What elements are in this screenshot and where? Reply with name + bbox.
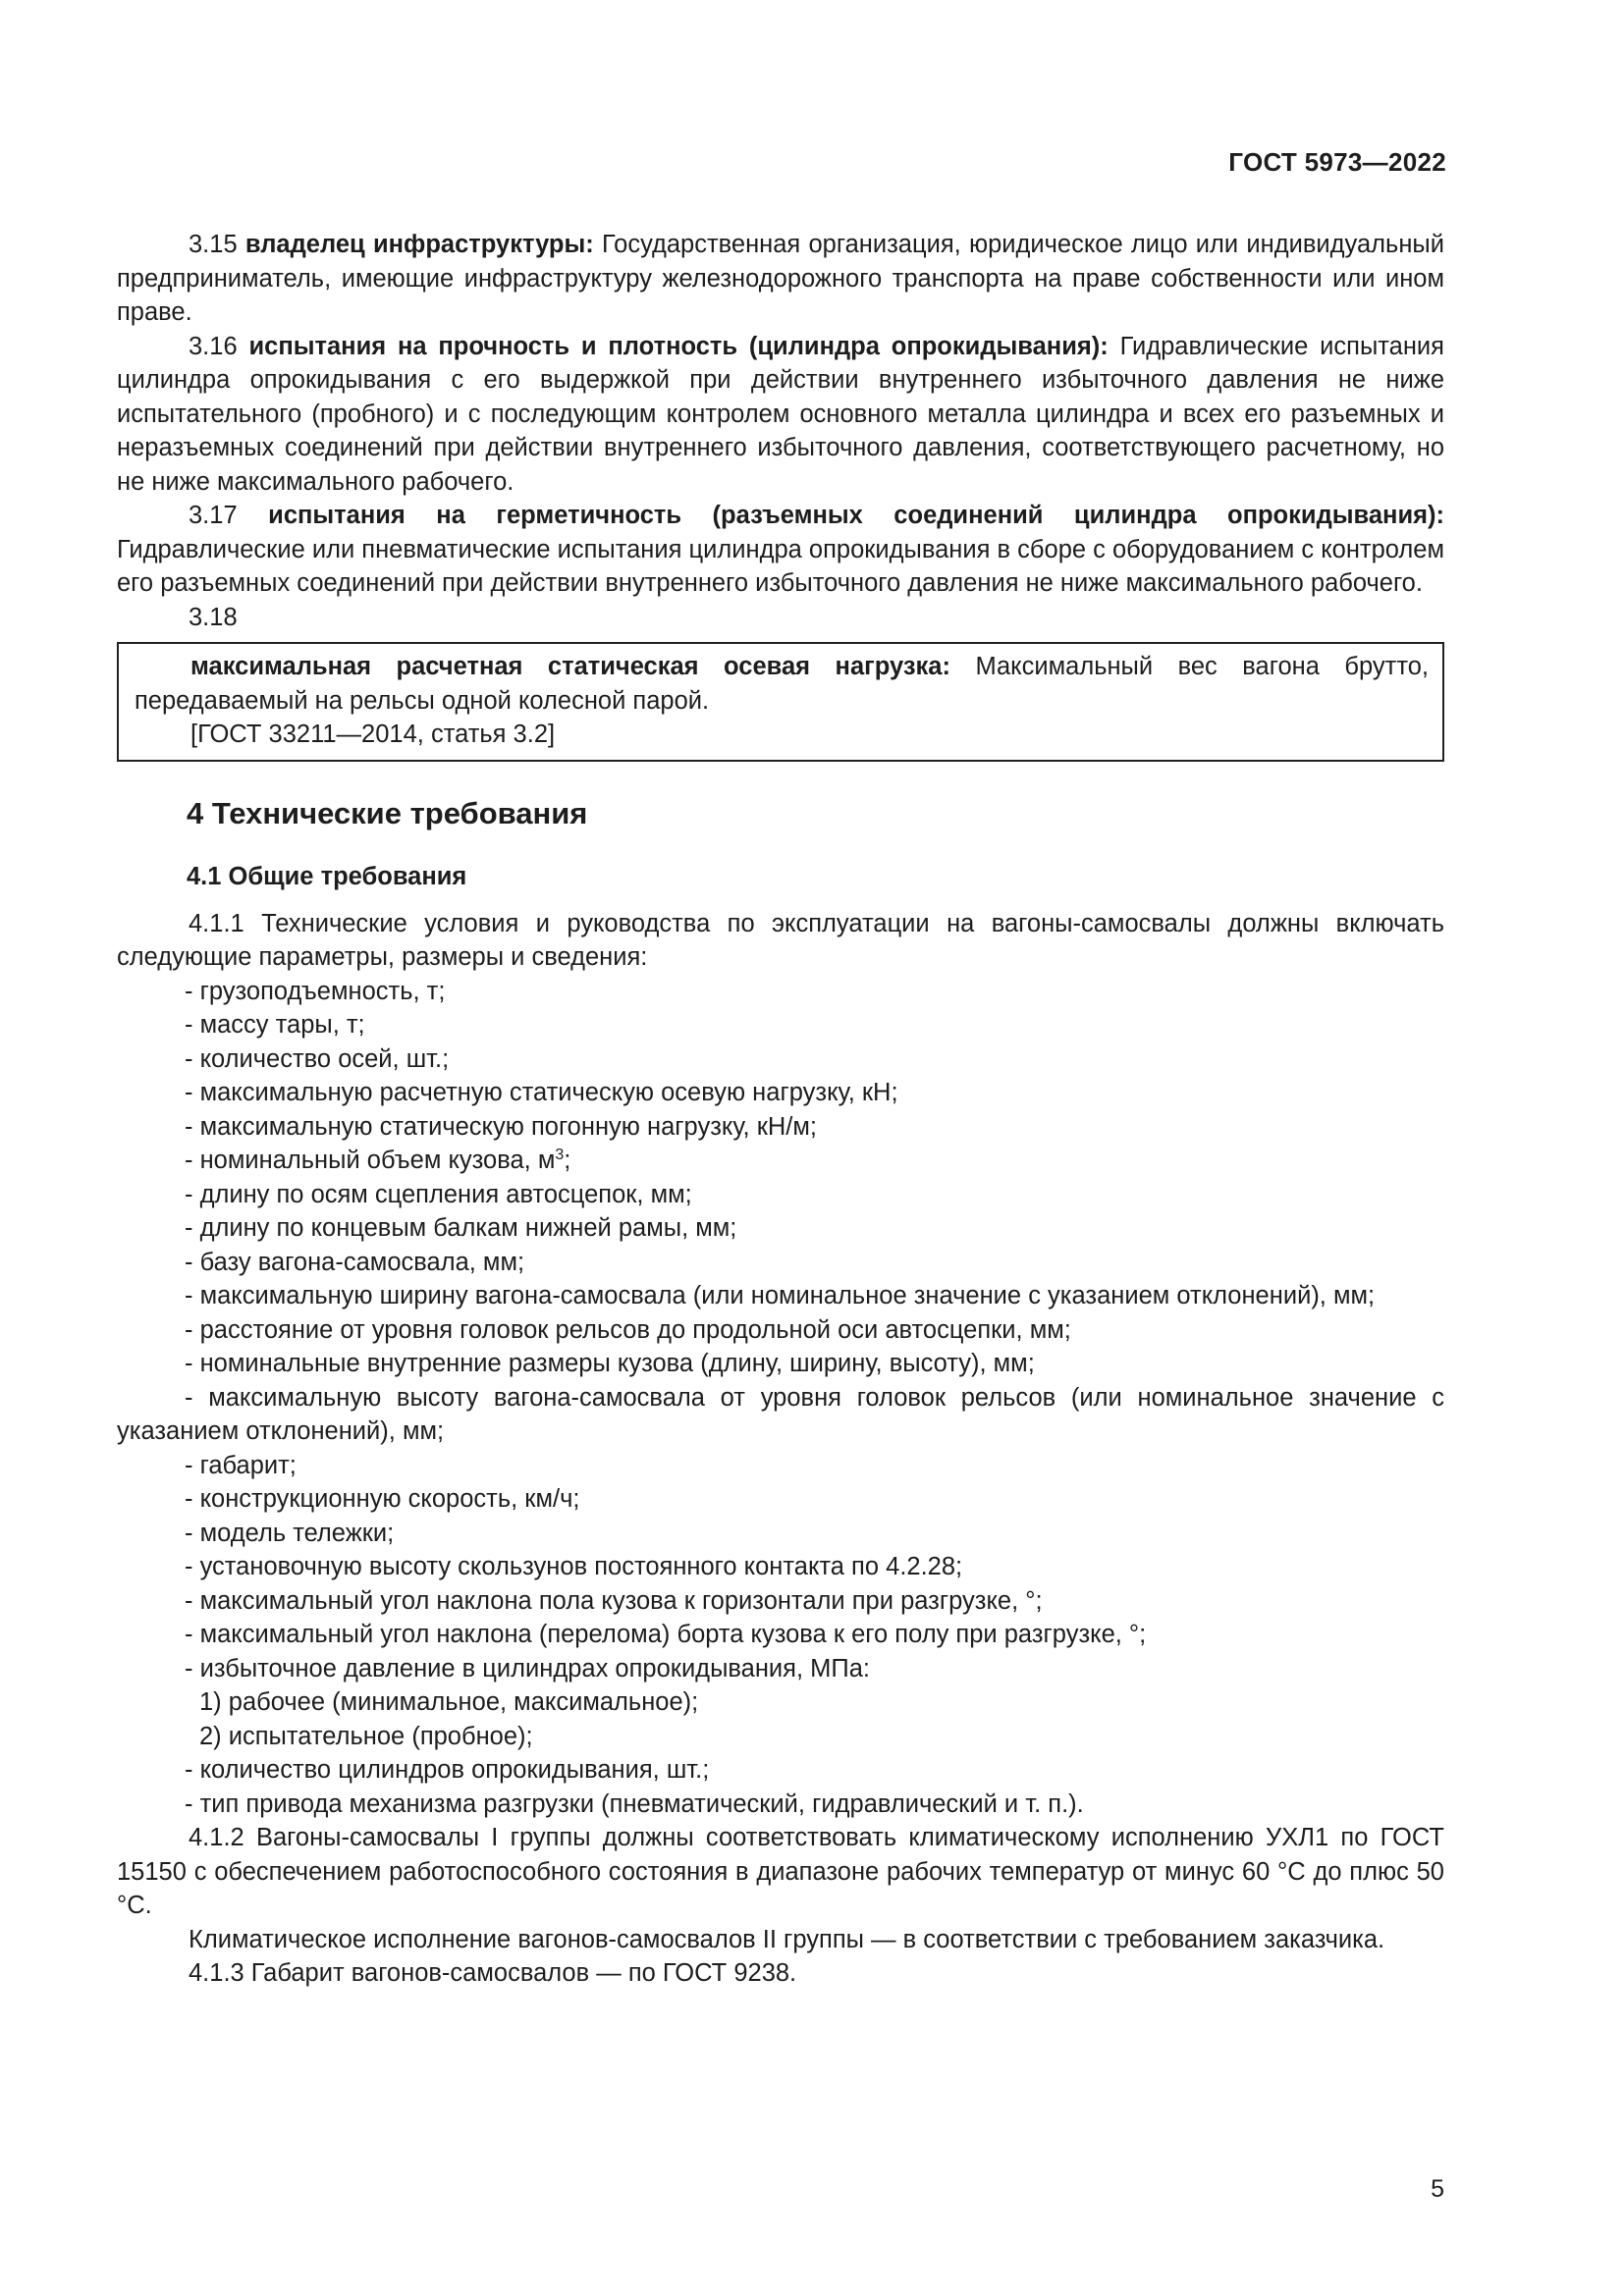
- list-item: - грузоподъемность, т;: [185, 977, 446, 1005]
- list-item: - расстояние от уровня головок рельсов до продольной оси автосцепки, мм;: [185, 1315, 1071, 1344]
- list-item: - конструкционную скорость, км/ч;: [185, 1485, 580, 1513]
- definition-source: [ГОСТ 33211—2014, статья 3.2]: [190, 721, 556, 748]
- list-item: [117, 1144, 1444, 1178]
- list-item: - длину по осям сцепления автосцепок, мм;: [185, 1180, 692, 1208]
- section-4-heading: 4 Технические требования: [187, 795, 588, 830]
- list-item: - габарит;: [185, 1451, 297, 1479]
- list-item: - количество осей, шт.;: [185, 1044, 450, 1073]
- list-item: - установочную высоту скользунов постоянного контакта по 4.2.28;: [185, 1553, 963, 1580]
- definition-number: 3.15: [189, 231, 238, 258]
- list-item-text: - номинальный объем кузова, м: [185, 1147, 556, 1174]
- definition-term: испытания на герметичность (разъемных соединений цилиндра опрокидывания):: [268, 502, 1444, 529]
- document-code: ГОСТ 5973—2022: [1228, 147, 1446, 177]
- list-item: - модель тележки;: [185, 1519, 395, 1547]
- numbered-subitem: 2) испытательное (пробное);: [199, 1722, 533, 1750]
- definition-3-15: [117, 228, 1444, 330]
- definition-text: Гидравлические испытания цилиндра опрокидывания с его выдержкой при действии внутреннего избыточного давления не ниже испытательного (пробного) и с последующим контролем основного металла цилиндра и всех его разъемных и неразъемных соединений при действии внутреннего избыточного давления, соответствующего расчетному, но не ниже максимального рабочего.: [117, 332, 1444, 496]
- list-item: - тип привода механизма разгрузки (пневматический, гидравлический и т. п.).: [185, 1789, 1084, 1818]
- definition-term: владелец инфраструктуры:: [244, 231, 594, 258]
- definition-3-18: [135, 650, 1429, 718]
- list-item: - максимальную расчетную статическую осевую нагрузку, кН;: [185, 1079, 898, 1106]
- list-item: - номинальные внутренние размеры кузова (длину, ширину, высоту), мм;: [185, 1350, 1035, 1377]
- definition-term: испытания на прочность и плотность (цилиндра опрокидывания):: [248, 332, 1109, 360]
- list-item: - базу вагона-самосвала, мм;: [185, 1248, 525, 1276]
- definition-3-17: [117, 499, 1444, 601]
- list-item-tail: ;: [564, 1147, 571, 1174]
- quoted-definition-box: [117, 642, 1444, 762]
- clause-4-1-2: 4.1.2 Вагоны-самосвалы I группы должны соответствовать климатическому исполнению УХЛ1 по ГОСТ 15150 с обеспечением работоспособного состояния в диапазоне рабочих температур от минус 60 °C до плюс 50 °C.: [117, 1824, 1444, 1919]
- clause-4-1-3: 4.1.3 Габарит вагонов-самосвалов — по ГОСТ 9238.: [189, 1959, 797, 1987]
- subsection-4-1-heading: 4.1 Общие требования: [187, 862, 467, 890]
- definition-number: 3.17: [189, 502, 238, 529]
- clause-4-1-2-continuation: Климатическое исполнение вагонов-самосвалов II группы — в соответствии с требованием заказчика.: [189, 1925, 1385, 1953]
- page-number: 5: [1431, 2175, 1444, 2203]
- list-item: - максимальную высоту вагона-самосвала от уровня головок рельсов (или номинальное значение с указанием отклонений), мм;: [117, 1383, 1444, 1445]
- numbered-subitem: 1) рабочее (минимальное, максимальное);: [199, 1688, 699, 1716]
- list-item: - максимальный угол наклона пола кузова к горизонтали при разгрузке, °;: [185, 1586, 1043, 1615]
- definition-text: Гидравлические или пневматические испытания цилиндра опрокидывания в сборе с оборудованием с контролем его разъемных соединений при действии внутреннего избыточного давления не ниже максимального рабочего.: [117, 535, 1444, 597]
- superscript: 3: [555, 1147, 565, 1163]
- definition-text: Государственная организация, юридическое лицо или индивидуальный предприниматель, имеющие инфраструктуру железнодорожного транспорта на праве собственности или ином праве.: [117, 231, 1444, 326]
- clause-4-1-1: 4.1.1 Технические условия и руководства по эксплуатации на вагоны-самосвалы должны включать следующие параметры, размеры и сведения:: [117, 909, 1444, 971]
- list-item: - максимальную ширину вагона-самосвала (или номинальное значение с указанием отклонений), мм;: [185, 1282, 1376, 1309]
- list-item: - максимальную статическую погонную нагрузку, кН/м;: [185, 1112, 817, 1141]
- page-content: [117, 228, 1444, 1991]
- definition-term: максимальная расчетная статическая осевая нагрузка:: [190, 653, 950, 680]
- list-item: - избыточное давление в цилиндрах опрокидывания, МПа:: [185, 1654, 870, 1682]
- definition-number: 3.16: [189, 332, 238, 360]
- list-item: - длину по концевым балкам нижней рамы, мм;: [185, 1214, 737, 1242]
- list-item: - количество цилиндров опрокидывания, шт.;: [185, 1756, 710, 1784]
- list-item: - максимальный угол наклона (перелома) борта кузова к его полу при разгрузке, °;: [185, 1621, 1147, 1648]
- definition-text: Максимальный вес вагона брутто, передаваемый на рельсы одной колесной парой.: [135, 653, 1429, 715]
- definition-3-18-number: 3.18: [189, 603, 238, 631]
- list-item: - массу тары, т;: [185, 1011, 365, 1039]
- definition-3-16: [117, 330, 1444, 500]
